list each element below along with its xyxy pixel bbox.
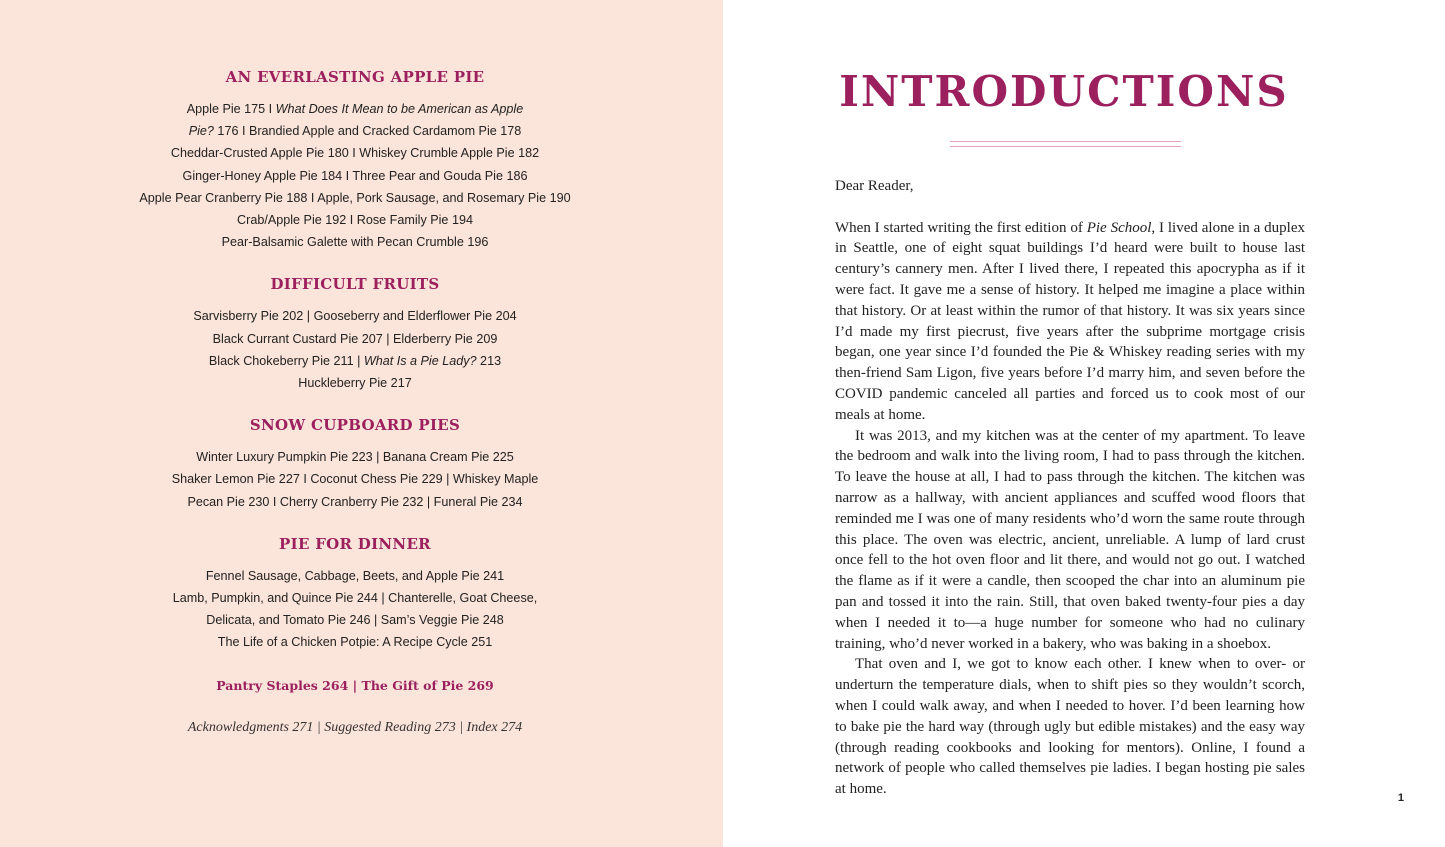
toc-line: Pear-Balsamic Galette with Pecan Crumble 196 [221, 235, 489, 250]
back-matter-line: Acknowledgments 271 | Suggested Reading 273 | Index 274 [187, 719, 523, 735]
pantry-line: Pantry Staples 264 | The Gift of Pie 269 [216, 677, 494, 693]
section-title-difficult-fruits: DIFFICULT FRUITS [270, 275, 440, 294]
paragraph-1: When I started writing the first edition of Pie School, I lived alone in a duplex in Seattle, one of eight squat buildings I’d heard were built to house last century’s cannery men. After I lived there, I repeated this apocrypha as if it were fact. It gave me a sense of history. It helped me imagine a place within that history. Or at least within the rumor of that history. It was six years since I’d made my first piecrust, five years after the subprime mortgage crisis began, one year since I’d founded the Pie & Whiskey reading series with my then-friend Sam Ligon, five years before I’d marry him, and seven before the COVID pandemic canceled all parties and forced us to cook most of our meals at home. [835, 219, 1305, 423]
toc-line: Crab/Apple Pie 192 I Rose Family Pie 194 [237, 213, 473, 228]
double-rule-divider [950, 141, 1181, 147]
toc-line: Ginger-Honey Apple Pie 184 I Three Pear and Gouda Pie 186 [182, 168, 528, 183]
section-title-snow-cupboard: SNOW CUPBOARD PIES [249, 416, 461, 435]
section-title-pie-for-dinner: PIE FOR DINNER [279, 534, 431, 553]
section-entries-difficult-fruits [110, 305, 600, 394]
toc-line: Apple Pear Cranberry Pie 188 I Apple, Pork Sausage, and Rosemary Pie 190 [139, 190, 571, 205]
section-entries-pie-for-dinner [110, 565, 600, 654]
toc-line: Cheddar-Crusted Apple Pie 180 I Whiskey Crumble Apple Pie 182 [170, 146, 540, 161]
table-of-contents [110, 64, 600, 738]
section-title-apple: AN EVERLASTING APPLE PIE [225, 68, 485, 86]
toc-line: Pie? 176 I Brandied Apple and Cracked Cardamom Pie 178 [188, 124, 522, 139]
paragraph-3: That oven and I, we got to know each other. I knew when to over- or underturn the temperature dials, when to shift pies so they wouldn’t scorch, when I could walk away, and when I needed to hover. I’d been learning how to bake pie the hard way (through ugly but edible mistakes) and the easy way (through reading cookbooks and looking for mentors). Online, I found a network of people who called themselves pie ladies. I began hosting pie sales at home. [835, 656, 1305, 798]
section-entries-snow-cupboard [110, 446, 600, 513]
book-title: Pie School [1086, 219, 1152, 236]
page-title: INTRODUCTIONS [839, 67, 1289, 116]
greeting: Dear Reader, [835, 178, 914, 194]
toc-line: Lamb, Pumpkin, and Quince Pie 244 | Chanterelle, Goat Cheese, [172, 591, 538, 606]
toc-line: The Life of a Chicken Potpie: A Recipe Cycle 251 [217, 635, 493, 650]
toc-line: Huckleberry Pie 217 [298, 376, 412, 391]
toc-line: Apple Pie 175 I What Does It Mean to be American as Apple [186, 102, 524, 116]
toc-line: Black Currant Custard Pie 207 | Elderberry Pie 209 [212, 331, 498, 346]
letter-body [835, 176, 1305, 800]
right-page-introductions [723, 0, 1445, 847]
toc-line: Fennel Sausage, Cabbage, Beets, and Apple Pie 241 [205, 568, 505, 583]
paragraph-2: It was 2013, and my kitchen was at the center of my apartment. To leave the bedroom and walk into the living room, I had to pass through the kitchen. To leave the house at all, I had to pass through the kitchen. The kitchen was narrow as a hallway, with ancient appliances and scuffed wood floors that reminded me I was one of many residents who’d worn the same route through this place. The oven was electric, ancient, unreliable. A lump of lard crust once fell to the hot oven floor and lit there, and would not go out. I watched the flame as if it were a candle, then scooped the char into an aluminum pie pan and tossed it into the rain. Still, that oven baked twenty-four pies a day when I needed it to—a huge number for someone who had no culinary training, who’d never worked in a bakery, who was baking in a shoebox. [835, 427, 1305, 652]
toc-line: Black Chokeberry Pie 211 | What Is a Pie Lady? 213 [208, 353, 502, 368]
toc-line: Sarvisberry Pie 202 | Gooseberry and Elderflower Pie 204 [193, 309, 517, 324]
section-entries-apple [110, 98, 600, 253]
toc-line: Pecan Pie 230 I Cherry Cranberry Pie 232 | Funeral Pie 234 [187, 494, 523, 509]
toc-line: Shaker Lemon Pie 227 I Coconut Chess Pie 229 | Whiskey Maple [171, 472, 539, 487]
toc-line: Winter Luxury Pumpkin Pie 223 | Banana Cream Pie 225 [196, 450, 514, 465]
toc-line: Delicata, and Tomato Pie 246 | Sam’s Veggie Pie 248 [206, 613, 504, 628]
page-number: 1 [1397, 792, 1404, 804]
